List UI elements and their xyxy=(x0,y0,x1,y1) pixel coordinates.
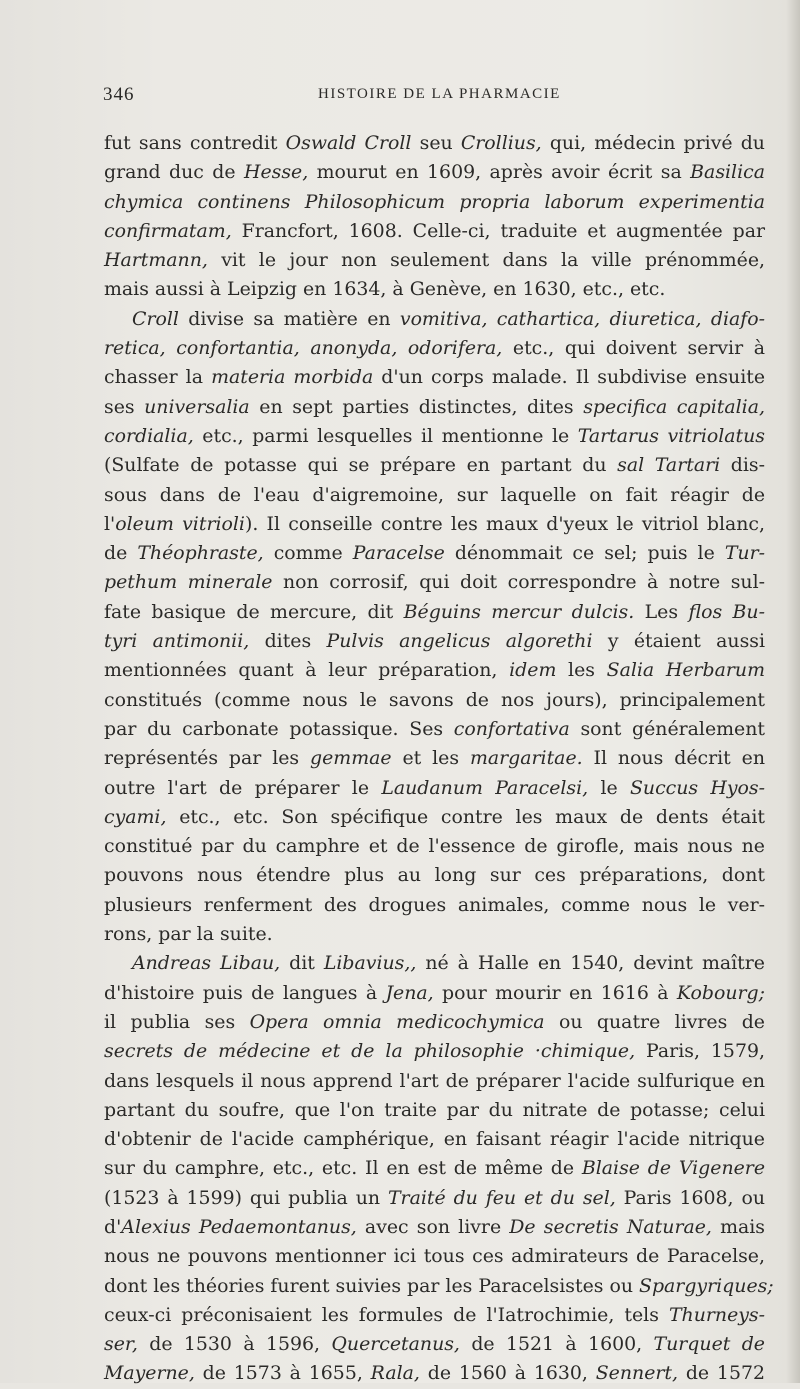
text-span: il publia ses xyxy=(104,1010,250,1033)
text-line xyxy=(104,744,765,773)
italic-span: universalia xyxy=(144,395,250,418)
text-span: de xyxy=(104,542,138,565)
text-span: l' xyxy=(104,512,116,535)
italic-span: Andreas Libau, xyxy=(132,952,281,975)
text-span: dont les théories furent suivies par les Paracelsistes ou xyxy=(104,1274,640,1297)
italic-span: Théophraste, xyxy=(137,542,264,565)
text-line xyxy=(104,188,765,217)
text-span: vit le jour non seulement dans la ville prénommée, xyxy=(207,249,765,272)
text-span: non corrosif, qui doit correspondre à notre sul- xyxy=(272,571,765,594)
italic-span: sal Tartari xyxy=(617,454,721,477)
italic-span: pethum minerale xyxy=(104,571,273,594)
text-span: chasser la xyxy=(104,366,212,389)
italic-span: Kobourg; xyxy=(676,981,766,1004)
text-span: plusieurs renferment des drogues animales, comme nous le ver- xyxy=(104,893,765,916)
text-line xyxy=(104,334,765,363)
text-span: en sept parties distinctes, dites xyxy=(249,395,584,418)
text-span: ses xyxy=(104,395,145,418)
text-line xyxy=(104,715,765,744)
text-span: de 1560 à 1630, xyxy=(419,1362,596,1385)
text-line xyxy=(104,598,765,627)
text-span: sont généralement xyxy=(569,717,765,740)
text-span: mourut en 1609, après avoir écrit sa xyxy=(308,161,691,184)
text-line xyxy=(104,1272,774,1301)
text-span: sous dans de l'eau d'aigremoine, sur laquelle on fait réagir de xyxy=(104,483,765,506)
text-span: né à Halle en 1540, devint maître xyxy=(416,952,765,975)
italic-span: idem xyxy=(509,659,557,682)
text-span: Paris 1608, ou xyxy=(615,1186,766,1209)
italic-span: vomitiva, cathartica, diuretica, diafo- xyxy=(399,307,765,330)
text-span: etc., qui doivent servir à xyxy=(502,337,765,360)
text-line xyxy=(104,1154,765,1183)
text-span: grand duc de xyxy=(104,161,244,184)
italic-span: tyri antimonii, xyxy=(104,630,250,653)
text-line xyxy=(104,539,765,568)
text-line xyxy=(104,305,765,334)
italic-span: specifica capitalia, xyxy=(583,395,765,418)
text-span: mais aussi à Leipzig en 1634, à Genève, en 1630, etc., etc. xyxy=(104,278,666,301)
text-span: constitués (comme nous le savons de nos jours), principalement xyxy=(104,688,765,711)
text-span: Francfort, 1608. Celle-ci, traduite et augmentée par xyxy=(231,219,765,242)
text-line xyxy=(104,891,765,920)
italic-span: Paracelse xyxy=(352,542,445,565)
text-line xyxy=(104,686,765,715)
italic-span: Hesse, xyxy=(243,161,309,184)
italic-span: Crollius, xyxy=(460,132,542,154)
text-span: avec son livre xyxy=(356,1215,510,1238)
italic-span: confortativa xyxy=(453,717,570,740)
italic-span: Laudanum Paracelsi, xyxy=(381,776,589,799)
text-line xyxy=(104,568,765,597)
text-line xyxy=(104,920,765,949)
text-span: (1523 à 1599) qui publia un xyxy=(104,1186,388,1209)
text-line xyxy=(104,1096,765,1125)
page-edge-shadow xyxy=(786,0,800,1383)
text-line xyxy=(104,510,765,539)
italic-span: Sennert, xyxy=(595,1362,678,1385)
italic-span: Quercetanus, xyxy=(331,1333,460,1356)
text-span: dites xyxy=(249,630,327,653)
text-span: divise sa matière en xyxy=(178,307,400,330)
text-line xyxy=(104,1330,765,1359)
text-line xyxy=(104,481,765,510)
text-span: de 1521 à 1600, xyxy=(459,1333,654,1356)
text-span: représentés par les xyxy=(104,747,311,770)
text-span: dénommait ce sel; puis le xyxy=(444,542,725,565)
italic-span: Libavius,, xyxy=(323,952,417,975)
text-line xyxy=(104,393,765,422)
text-span: Il nous décrit en xyxy=(582,747,765,770)
text-line xyxy=(104,217,765,246)
text-span: le xyxy=(588,776,630,799)
text-span: (Sulfate de potasse qui se prépare en partant du xyxy=(104,454,618,477)
italic-span: Blaise de Vigenere xyxy=(581,1157,765,1180)
italic-span: Béguins mercur dulcis. xyxy=(403,600,635,623)
text-span: fut sans contredit xyxy=(104,132,286,154)
text-span: pour mourir en 1616 à xyxy=(433,981,677,1004)
text-line xyxy=(104,1301,765,1330)
text-span: dans lesquels il nous apprend l'art de préparer l'acide sulfurique en xyxy=(104,1069,765,1092)
text-span: mais xyxy=(711,1215,765,1238)
text-line xyxy=(104,422,765,451)
text-span: d'histoire puis de langues à xyxy=(104,981,386,1004)
italic-span: confirmatam, xyxy=(104,219,232,242)
text-line xyxy=(104,129,765,158)
text-span: etc., parmi lesquelles il mentionne le xyxy=(193,424,578,447)
text-line xyxy=(104,451,765,480)
text-span: mentionnées quant à leur préparation, xyxy=(104,659,510,682)
text-span: de 1530 à 1596, xyxy=(137,1333,332,1356)
text-span: par du carbonate potassique. Ses xyxy=(104,717,454,740)
italic-span: gemmae xyxy=(310,747,392,770)
page-header xyxy=(103,84,763,110)
italic-span: Opera omnia medicochymica xyxy=(249,1010,545,1033)
italic-span: Alexius Pedaemontanus, xyxy=(121,1215,357,1238)
text-line xyxy=(104,1213,765,1242)
text-line xyxy=(104,1359,765,1388)
italic-span: Thurneys- xyxy=(668,1303,765,1326)
text-span: ou quatre livres de xyxy=(544,1010,765,1033)
text-line xyxy=(104,363,765,392)
italic-span: margaritae. xyxy=(469,747,583,770)
text-line xyxy=(104,1008,765,1037)
text-span: outre l'art de préparer le xyxy=(104,776,382,799)
text-span: seu xyxy=(411,132,461,154)
italic-span: Spargyriques; xyxy=(639,1274,774,1297)
text-span: dit xyxy=(280,952,324,975)
italic-span: oleum vitrioli xyxy=(115,512,245,535)
italic-span: Basilica xyxy=(690,161,765,184)
text-span: fate basique de mercure, dit xyxy=(104,600,404,623)
italic-span: chymica continens Philosophicum propria laborum experimentia xyxy=(104,190,765,213)
text-span: d' xyxy=(104,1215,122,1238)
text-span: nous ne pouvons mentionner ici tous ces admirateurs de Paracelse, xyxy=(104,1245,765,1268)
text-span: ). Il conseille contre les maux d'yeux le vitriol blanc, xyxy=(244,512,765,535)
text-span: ceux-ci préconisaient les formules de l'Iatrochimie, tels xyxy=(104,1303,669,1326)
text-span: de 1572 xyxy=(678,1362,766,1385)
italic-span: cyami, xyxy=(104,805,167,828)
running-title: HISTOIRE DE LA PHARMACIE xyxy=(318,86,561,102)
body-text xyxy=(104,129,774,1389)
text-span: de 1573 à 1655, xyxy=(194,1362,371,1385)
text-span: dis- xyxy=(720,454,766,477)
italic-span: Tartarus vitriolatus xyxy=(577,424,765,447)
text-span: qui, médecin privé du xyxy=(541,132,765,154)
text-span: comme xyxy=(263,542,353,565)
text-line xyxy=(104,246,765,275)
text-span: sur du camphre, etc., etc. Il en est de même de xyxy=(104,1157,582,1180)
italic-span: Succus Hyos- xyxy=(629,776,765,799)
text-line xyxy=(104,1037,765,1066)
italic-span: ser, xyxy=(104,1333,138,1356)
text-line xyxy=(104,949,765,978)
text-line xyxy=(104,1125,765,1154)
italic-span: Mayerne, xyxy=(104,1362,195,1385)
text-line xyxy=(104,656,765,685)
text-line xyxy=(104,627,765,656)
text-line xyxy=(104,861,765,890)
italic-span: Salia Herbarum xyxy=(606,659,765,682)
text-line xyxy=(104,1242,765,1271)
text-span: etc., etc. Son spécifique contre les maux de dents était xyxy=(166,805,765,828)
text-line xyxy=(104,774,765,803)
italic-span: flos Bu- xyxy=(688,600,765,623)
italic-span: Turquet de xyxy=(653,1333,765,1356)
italic-span: De secretis Naturae, xyxy=(509,1215,712,1238)
page-number: 346 xyxy=(103,84,135,105)
italic-span: Tur- xyxy=(724,542,765,565)
text-span: d'un corps malade. Il subdivise ensuite xyxy=(373,366,766,389)
text-line xyxy=(104,832,765,861)
text-span: y étaient aussi xyxy=(592,630,766,653)
text-line xyxy=(104,979,765,1008)
text-span: Les xyxy=(634,600,689,623)
italic-span: Hartmann, xyxy=(104,249,208,272)
italic-span: materia morbida xyxy=(211,366,374,389)
italic-span: Rala, xyxy=(370,1362,420,1385)
text-line xyxy=(104,1184,765,1213)
italic-span: Pulvis angelicus algorethi xyxy=(326,630,593,653)
italic-span: Oswald Croll xyxy=(285,132,412,154)
text-span: partant du soufre, que l'on traite par du nitrate de potasse; celui xyxy=(104,1098,765,1121)
text-span: pouvons nous étendre plus au long sur ces préparations, dont xyxy=(104,864,765,887)
text-span: rons, par la suite. xyxy=(104,923,273,946)
italic-span: retica, confortantia, anonyda, odorifera, xyxy=(104,337,503,360)
text-span: et les xyxy=(391,747,470,770)
text-span: les xyxy=(556,659,607,682)
text-span: Paris, 1579, xyxy=(635,1040,765,1063)
italic-span: cordialia, xyxy=(104,424,194,447)
italic-span: Traité du feu et du sel, xyxy=(387,1186,616,1209)
italic-span: secrets de médecine et de la philosophie ·chimique, xyxy=(104,1040,636,1063)
text-line xyxy=(104,158,765,187)
italic-span: Croll xyxy=(132,307,179,330)
italic-span: Jena, xyxy=(385,981,434,1004)
text-span: constitué par du camphre et de l'essence de girofle, mais nous ne xyxy=(104,835,765,858)
text-line xyxy=(104,1067,765,1096)
text-line xyxy=(104,275,765,304)
text-span: d'obtenir de l'acide camphérique, en faisant réagir l'acide nitrique xyxy=(104,1128,765,1151)
text-line xyxy=(104,803,765,832)
